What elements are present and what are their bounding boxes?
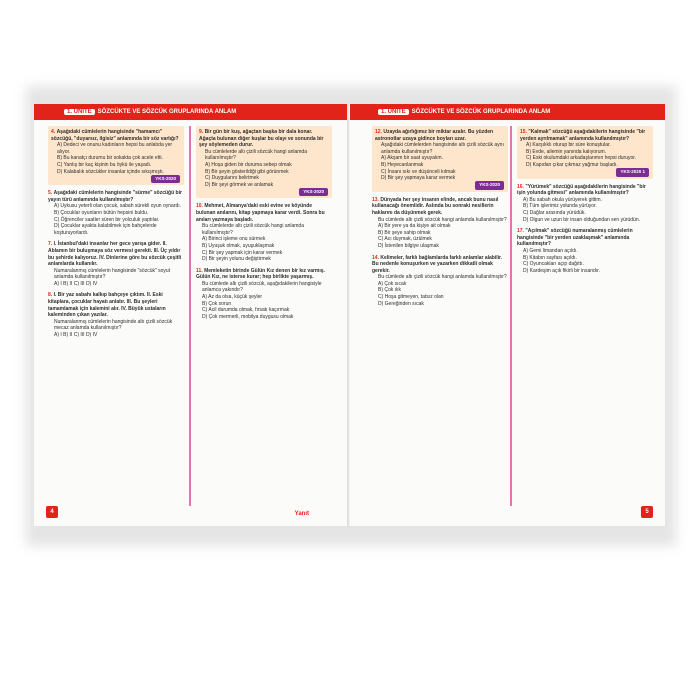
answer-option: C) Bir şey yapmak için karar vermek — [202, 249, 283, 256]
answer-option: D) Olgun ve uzun bir insan olduğundan sen yürüdün. — [523, 216, 641, 223]
answer-option: A) Hoşa giden bir duruma sebep olmak — [205, 161, 292, 168]
exam-source-badge: YKS-2020 — [299, 188, 328, 197]
question-stem — [517, 184, 653, 197]
question-item — [517, 184, 653, 224]
answer-option: B) Bir şeyin gösterildiği gibi görünmek — [205, 168, 289, 175]
page-number: 4 — [46, 506, 58, 518]
question-number: 7. — [48, 241, 53, 248]
right-column-2 — [517, 126, 653, 279]
right-page — [350, 104, 665, 526]
question-stem — [199, 129, 329, 149]
question-item — [372, 255, 508, 308]
column-divider — [510, 126, 512, 506]
answer-option: A) Karşılıklı oturup bir süre konuştular. — [526, 142, 611, 149]
answer-option: D) Kalabalık sözcükler insanlar içinde sıkışmıştı. — [57, 168, 164, 175]
question-number: 17. — [517, 228, 524, 235]
answer-option: A) Bir yere ya da kişiye ait olmak — [378, 223, 451, 230]
exam-source-badge: YKS-2020 1 — [616, 168, 649, 177]
answer-option: Bu cümlede altı çizili sözcük hangi anlamda kullanılmıştır? — [378, 274, 507, 281]
right-column-1 — [372, 126, 508, 312]
question-item — [48, 292, 184, 338]
question-number: 10. — [196, 203, 203, 210]
answer-option: Numaralanmış cümlelerin hangisinde "sözcük" soyut anlamda kullanılmıştır? — [54, 267, 171, 281]
answer-option: D) Çok mermerli, mobilya duygusu olmak — [202, 313, 294, 320]
answer-option: C) Oyuncakları açıp dağıttı. — [523, 261, 584, 268]
exam-source-badge: YKS-2020 — [475, 181, 504, 190]
question-item — [517, 126, 653, 179]
question-text: Kelimeler, farklı bağlamlarda farklı anlamlar alabilir. Bu nedenle konuşurken ve yazarken dikkatli olmak gerekir. — [372, 254, 503, 274]
answer-option: A) Uykusu yeterli olan çocuk, sabah sürekli oyun oynardı. — [54, 203, 182, 210]
question-text: Mehmet, Almanya'daki eski evine ve köyünde bulunan anılarını, kitap yapmaya karar verdi. Sonra bu anıları yazmaya başladı. — [196, 203, 325, 223]
answer-option: C) Öğrenciler saatler süren bir yolculuk yaptılar. — [54, 216, 160, 223]
answer-option: D) Bir şeyi görmek ve anlamak — [205, 181, 274, 188]
question-text: I. Bir yaz sabahı kalkıp bahçeye çıktım. II. Eski kitaplara, çocuklar hayatı anlatır. III. Bu şeyleri tamamlamak için kalemini alır. IV. Büyük ustaların kaleminden çıkan yazılar. — [48, 292, 166, 319]
answer-option: Bu cümlede altı çizili sözcük hangi anlamda kullanılmıştır? — [378, 216, 507, 223]
exam-source-badge: YKS-2020 — [151, 175, 180, 184]
answer-option: Numaralanmış cümlelerin hangisinde altı çizili sözcük mecaz anlamda kullanılmıştır? — [54, 318, 173, 332]
answer-option: B) Çok sorun — [202, 300, 232, 307]
question-number: 5. — [48, 190, 53, 197]
publisher-logo: Yanıt — [294, 511, 309, 517]
question-item — [48, 126, 184, 185]
answer-option: Bu cümlede altı çizili sözcük, aşağıdakilerin hangisiyle anlamca yakındır? — [202, 280, 322, 294]
question-stem — [51, 129, 181, 142]
answer-option: C) Acil durumda olmak, fırsatı kaçırmak — [202, 307, 290, 314]
answer-option: B) Tüm işlerimiz yolunda yürüyor. — [523, 203, 597, 210]
answer-option: Bu cümlelerde altı çizili sözcük hangi anlamda kullanılmıştır? — [205, 148, 307, 162]
answer-option: B) Uyuşuk olmak, uyuşuklaşmak — [202, 242, 275, 249]
question-stem — [48, 292, 184, 318]
answer-option: A) Birinci işleme onu sürmek — [202, 236, 266, 243]
question-number: 4. — [51, 129, 56, 135]
answer-option: C) Hoşa gitmeyen, tatsız olan — [378, 294, 444, 301]
unit-title: SÖZCÜKTE VE SÖZCÜK GRUPLARINDA ANLAM — [411, 109, 551, 115]
answer-option: Aşağıdaki cümlelerden hangisinde altı çizili sözcük aynı anlamda kullanılmıştır? — [381, 142, 504, 155]
question-text: "Yürümek" sözcüğü aşağıdakilerin hangisinde "bir işin yolunda gitmesi" anlamında kullanılmıştır? — [517, 183, 646, 197]
question-item — [196, 203, 332, 262]
answer-option: A) Akşam bir saat uyuyalım. — [381, 155, 443, 162]
answer-option: A) Az da olsa, küçük şeyler — [202, 294, 263, 301]
question-stem — [196, 268, 332, 281]
answer-option: C) İnsanı sıkı ve düşünceli kılmak — [381, 168, 456, 175]
question-number: 15. — [520, 129, 527, 135]
left-column-2 — [196, 126, 332, 325]
question-text: Dünyada her şey insanın elinde, ancak bunu nasıl kullanacağı önemlidir. Aslında bu sonraki nesillerin haklarını da düşünmek gerek. — [372, 196, 499, 216]
answer-option: B) Bu kanatçı durumu bir sokakta çok acele etti. — [57, 155, 163, 162]
question-text: Uzayda ağırlığımız bir miktar azalır. Bu yüzden astronotlar uzaya gidince boyları uzar. — [375, 129, 494, 142]
answer-option: C) Dağlar arasında yürüdük. — [523, 209, 586, 216]
answer-option: C) Duygularını belirtmek — [205, 175, 259, 182]
answer-option: B) Çok ılık — [378, 287, 402, 294]
unit-tag — [378, 107, 550, 117]
answer-option: D) İstenilen bilgiye ulaşmak — [378, 242, 439, 249]
answer-option: A) I B) II C) III D) IV — [54, 332, 98, 339]
answer-option: B) Evde, ailemin yanında kalıyorum. — [526, 148, 607, 155]
answer-option: C) Acı duymak, üzülmek — [378, 236, 432, 243]
question-text: Aşağıdaki cümlelerin hangisinde "sürme" sözcüğü bir yayın türü anlamında kullanılmıştır? — [48, 190, 182, 203]
answer-option: D) Kardeşim açık fikirli bir insandır. — [523, 267, 600, 274]
answer-option: A) Bu sabah okula yürüyerek gittim. — [523, 196, 602, 203]
left-column-1 — [48, 126, 184, 344]
question-text: I. İstanbul'daki insanlar her gece yarışa gider. II. Ablamın bir buluşmaya söz vermesi gerekti. III. Üç yıldır bu şehirde kalıyoruz. IV. Dinlerine göre bu sözcük çeşitli anlamlarda kullanılır. — [48, 241, 182, 268]
question-number: 12. — [375, 129, 382, 135]
unit-number: 1. ÜNİTE — [378, 109, 409, 115]
answer-option: B) Kitabın sayfası açıldı. — [523, 254, 577, 261]
question-stem — [517, 228, 653, 248]
question-item — [48, 190, 184, 236]
question-stem — [520, 129, 650, 142]
answer-option: C) Eski okulumdaki arkadaşlarımın hepsi duruyor. — [526, 155, 637, 162]
column-divider — [189, 126, 191, 506]
question-number: 11. — [196, 267, 203, 274]
question-text: Memleketin birinde Gülün Kız denen bir kız varmış. Gülün Kız, ne isterse kurar; hep birlikte yaşarmış. — [196, 267, 325, 281]
question-number: 8. — [48, 292, 53, 299]
question-stem — [372, 255, 508, 275]
answer-option: A) I B) II C) III D) IV — [54, 280, 98, 287]
unit-number: 1. ÜNİTE — [64, 109, 95, 115]
question-number: 16. — [517, 183, 524, 190]
answer-option: C) Yanlış bir kaç kişinin bu öykü ile yaşadı. — [57, 161, 152, 168]
answer-option: D) Çocuklar ayakta kalabilmek için bahçelerde koşturuyorlardı. — [54, 223, 157, 236]
question-stem — [48, 190, 184, 203]
question-stem — [48, 241, 184, 267]
question-item — [372, 197, 508, 250]
answer-option: A) Gemi limandan açıldı. — [523, 247, 578, 254]
question-text: Bir gün bir kuş, ağaçtan başka bir dala konar. Ağaçta bulunan diğer kuşlar bu olayı ve sonunda bir şey söylemeden durur. — [199, 129, 324, 149]
answer-option: A) Çok sıcak — [378, 280, 407, 287]
answer-option: D) Gereğinden sıcak — [378, 300, 424, 307]
question-item — [196, 126, 332, 198]
question-text: Aşağıdaki cümlelerin hangisinde "hamamcı" sözcüğü, "duyarsız, ilgisiz" anlamında bir söz varlığı? — [51, 129, 179, 142]
question-stem — [372, 197, 508, 217]
answer-option: D) Bir şey yapmaya karar vermek — [381, 175, 456, 182]
question-item — [196, 268, 332, 321]
question-item — [48, 241, 184, 287]
unit-tag — [64, 107, 236, 117]
answer-option: D) Bir şeyin yolunu değiştirmek — [202, 256, 271, 263]
question-number: 14. — [372, 254, 379, 261]
page-number: 5 — [641, 506, 653, 518]
question-text: "Kalmak" sözcüğü aşağıdakilerin hangisinde "bir yerden ayrılmamak" anlamında kullanılmıştır? — [520, 129, 646, 142]
question-number: 9. — [199, 129, 204, 135]
question-item — [372, 126, 508, 192]
question-number: 13. — [372, 196, 379, 203]
answer-option: B) Çocuklar oyunların bütün hepsini buldu. — [54, 209, 149, 216]
question-item — [517, 228, 653, 274]
question-stem — [196, 203, 332, 223]
unit-title: SÖZCÜKTE VE SÖZCÜK GRUPLARINDA ANLAM — [97, 109, 237, 115]
left-page — [34, 104, 349, 526]
answer-option: D) Kapıdan çıkar çıkmaz yağmur başladı. — [526, 161, 618, 168]
question-text: "Açılmak" sözcüğü numaralanmış cümlelerin hangisinde "bir yerden uzaklaşmak" anlamında kullanılmıştır? — [517, 228, 633, 248]
answer-option: B) Bir şeye sahip olmak — [378, 229, 431, 236]
question-stem — [375, 129, 505, 142]
answer-option: A) Dedeci ve onunu kadınların hepsi bu anlatıda yer alıyor. — [57, 142, 173, 155]
answer-option: Bu cümlelerde altı çizili sözcük hangi anlamda kullanılmıştır? — [202, 223, 304, 236]
answer-option: B) Heyecanlanmak — [381, 161, 424, 168]
